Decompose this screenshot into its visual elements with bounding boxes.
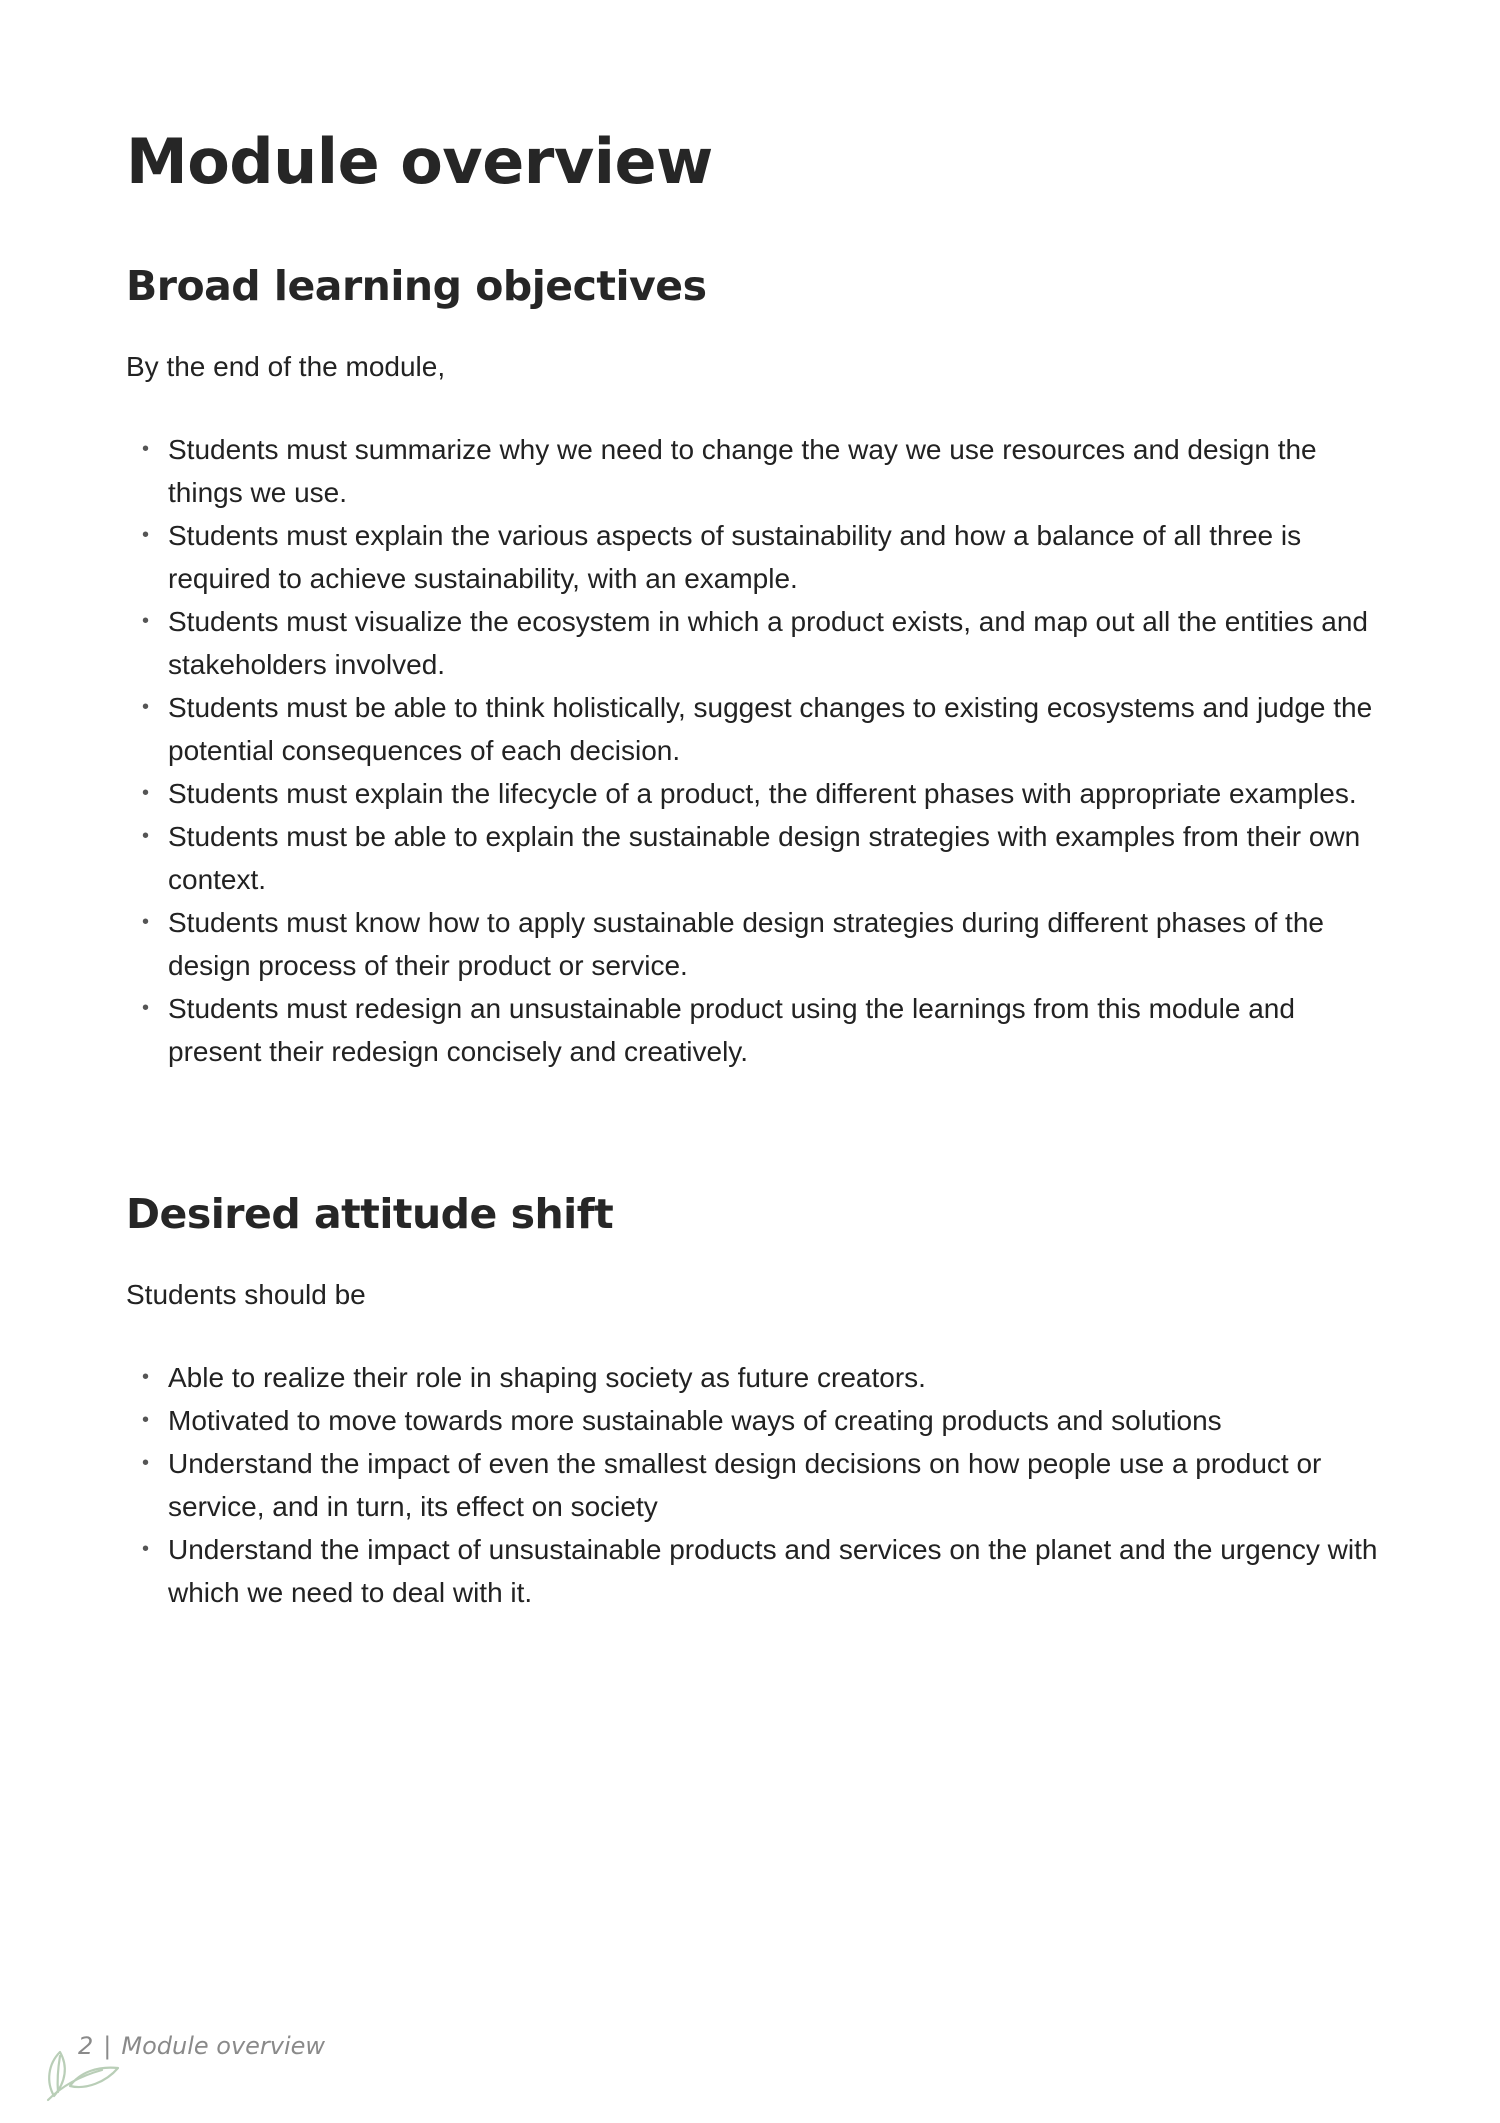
bullet-icon: •	[142, 911, 150, 934]
list-item-text: Able to realize their role in shaping society as future creators.	[168, 1362, 926, 1394]
learning-objectives-list	[126, 428, 1386, 1073]
list-item-text: Students must visualize the ecosystem in which a product exists, and map out all the entities and stakeholders involved.	[168, 606, 1368, 681]
list-item-text: Students must know how to apply sustainable design strategies during different phases of the design process of their product or service.	[168, 907, 1324, 982]
list-item	[126, 987, 1386, 1073]
list-item-text: Students must summarize why we need to change the way we use resources and design the things we use.	[168, 434, 1317, 509]
list-item	[126, 686, 1386, 772]
list-item-text: Understand the impact of even the smallest design decisions on how people use a product or service, and in turn, its effect on society	[168, 1448, 1322, 1523]
list-item-text: Students must redesign an unsustainable product using the learnings from this module and present their redesign concisely and creatively.	[168, 993, 1295, 1068]
list-item	[126, 428, 1386, 514]
footer-separator: |	[103, 2032, 112, 2060]
learning-objectives-intro: By the end of the module,	[126, 351, 446, 383]
attitude-shift-list	[126, 1356, 1386, 1614]
page-number: 2	[78, 2032, 94, 2060]
bullet-icon: •	[142, 825, 150, 848]
learning-objectives-section	[126, 262, 1386, 1073]
list-item-text: Understand the impact of unsustainable products and services on the planet and the urgency with which we need to deal with it.	[168, 1534, 1378, 1609]
bullet-icon: •	[142, 610, 150, 633]
list-item-text: Students must explain the lifecycle of a product, the different phases with appropriate examples.	[168, 778, 1357, 810]
list-item	[126, 1399, 1386, 1442]
bullet-icon: •	[142, 696, 150, 719]
list-item-text: Students must be able to think holistically, suggest changes to existing ecosystems and judge the potential consequences of each decision.	[168, 692, 1373, 767]
list-item-text: Motivated to move towards more sustainable ways of creating products and solutions	[168, 1405, 1222, 1437]
bullet-icon: •	[142, 524, 150, 547]
bullet-icon: •	[142, 1409, 150, 1432]
list-item	[126, 600, 1386, 686]
bullet-icon: •	[142, 1366, 150, 1389]
learning-objectives-heading: Broad learning objectives	[126, 262, 707, 310]
bullet-icon: •	[142, 1452, 150, 1475]
page-footer	[40, 2010, 440, 2110]
footer-section-name: Module overview	[121, 2032, 326, 2060]
list-item	[126, 772, 1386, 815]
list-item	[126, 1356, 1386, 1399]
bullet-icon: •	[142, 782, 150, 805]
bullet-icon: •	[142, 997, 150, 1020]
list-item	[126, 815, 1386, 901]
footer-label	[78, 2032, 325, 2060]
list-item	[126, 1442, 1386, 1528]
list-item	[126, 514, 1386, 600]
bullet-icon: •	[142, 1538, 150, 1561]
list-item	[126, 901, 1386, 987]
list-item-text: Students must be able to explain the sustainable design strategies with examples from their own context.	[168, 821, 1361, 896]
attitude-shift-heading: Desired attitude shift	[126, 1190, 614, 1238]
page-title: Module overview	[126, 125, 713, 198]
list-item-text: Students must explain the various aspects of sustainability and how a balance of all three is required to achieve sustainability, with an example.	[168, 520, 1302, 595]
attitude-shift-section	[126, 1190, 1386, 1614]
list-item	[126, 1528, 1386, 1614]
bullet-icon: •	[142, 438, 150, 461]
attitude-shift-intro: Students should be	[126, 1279, 366, 1311]
